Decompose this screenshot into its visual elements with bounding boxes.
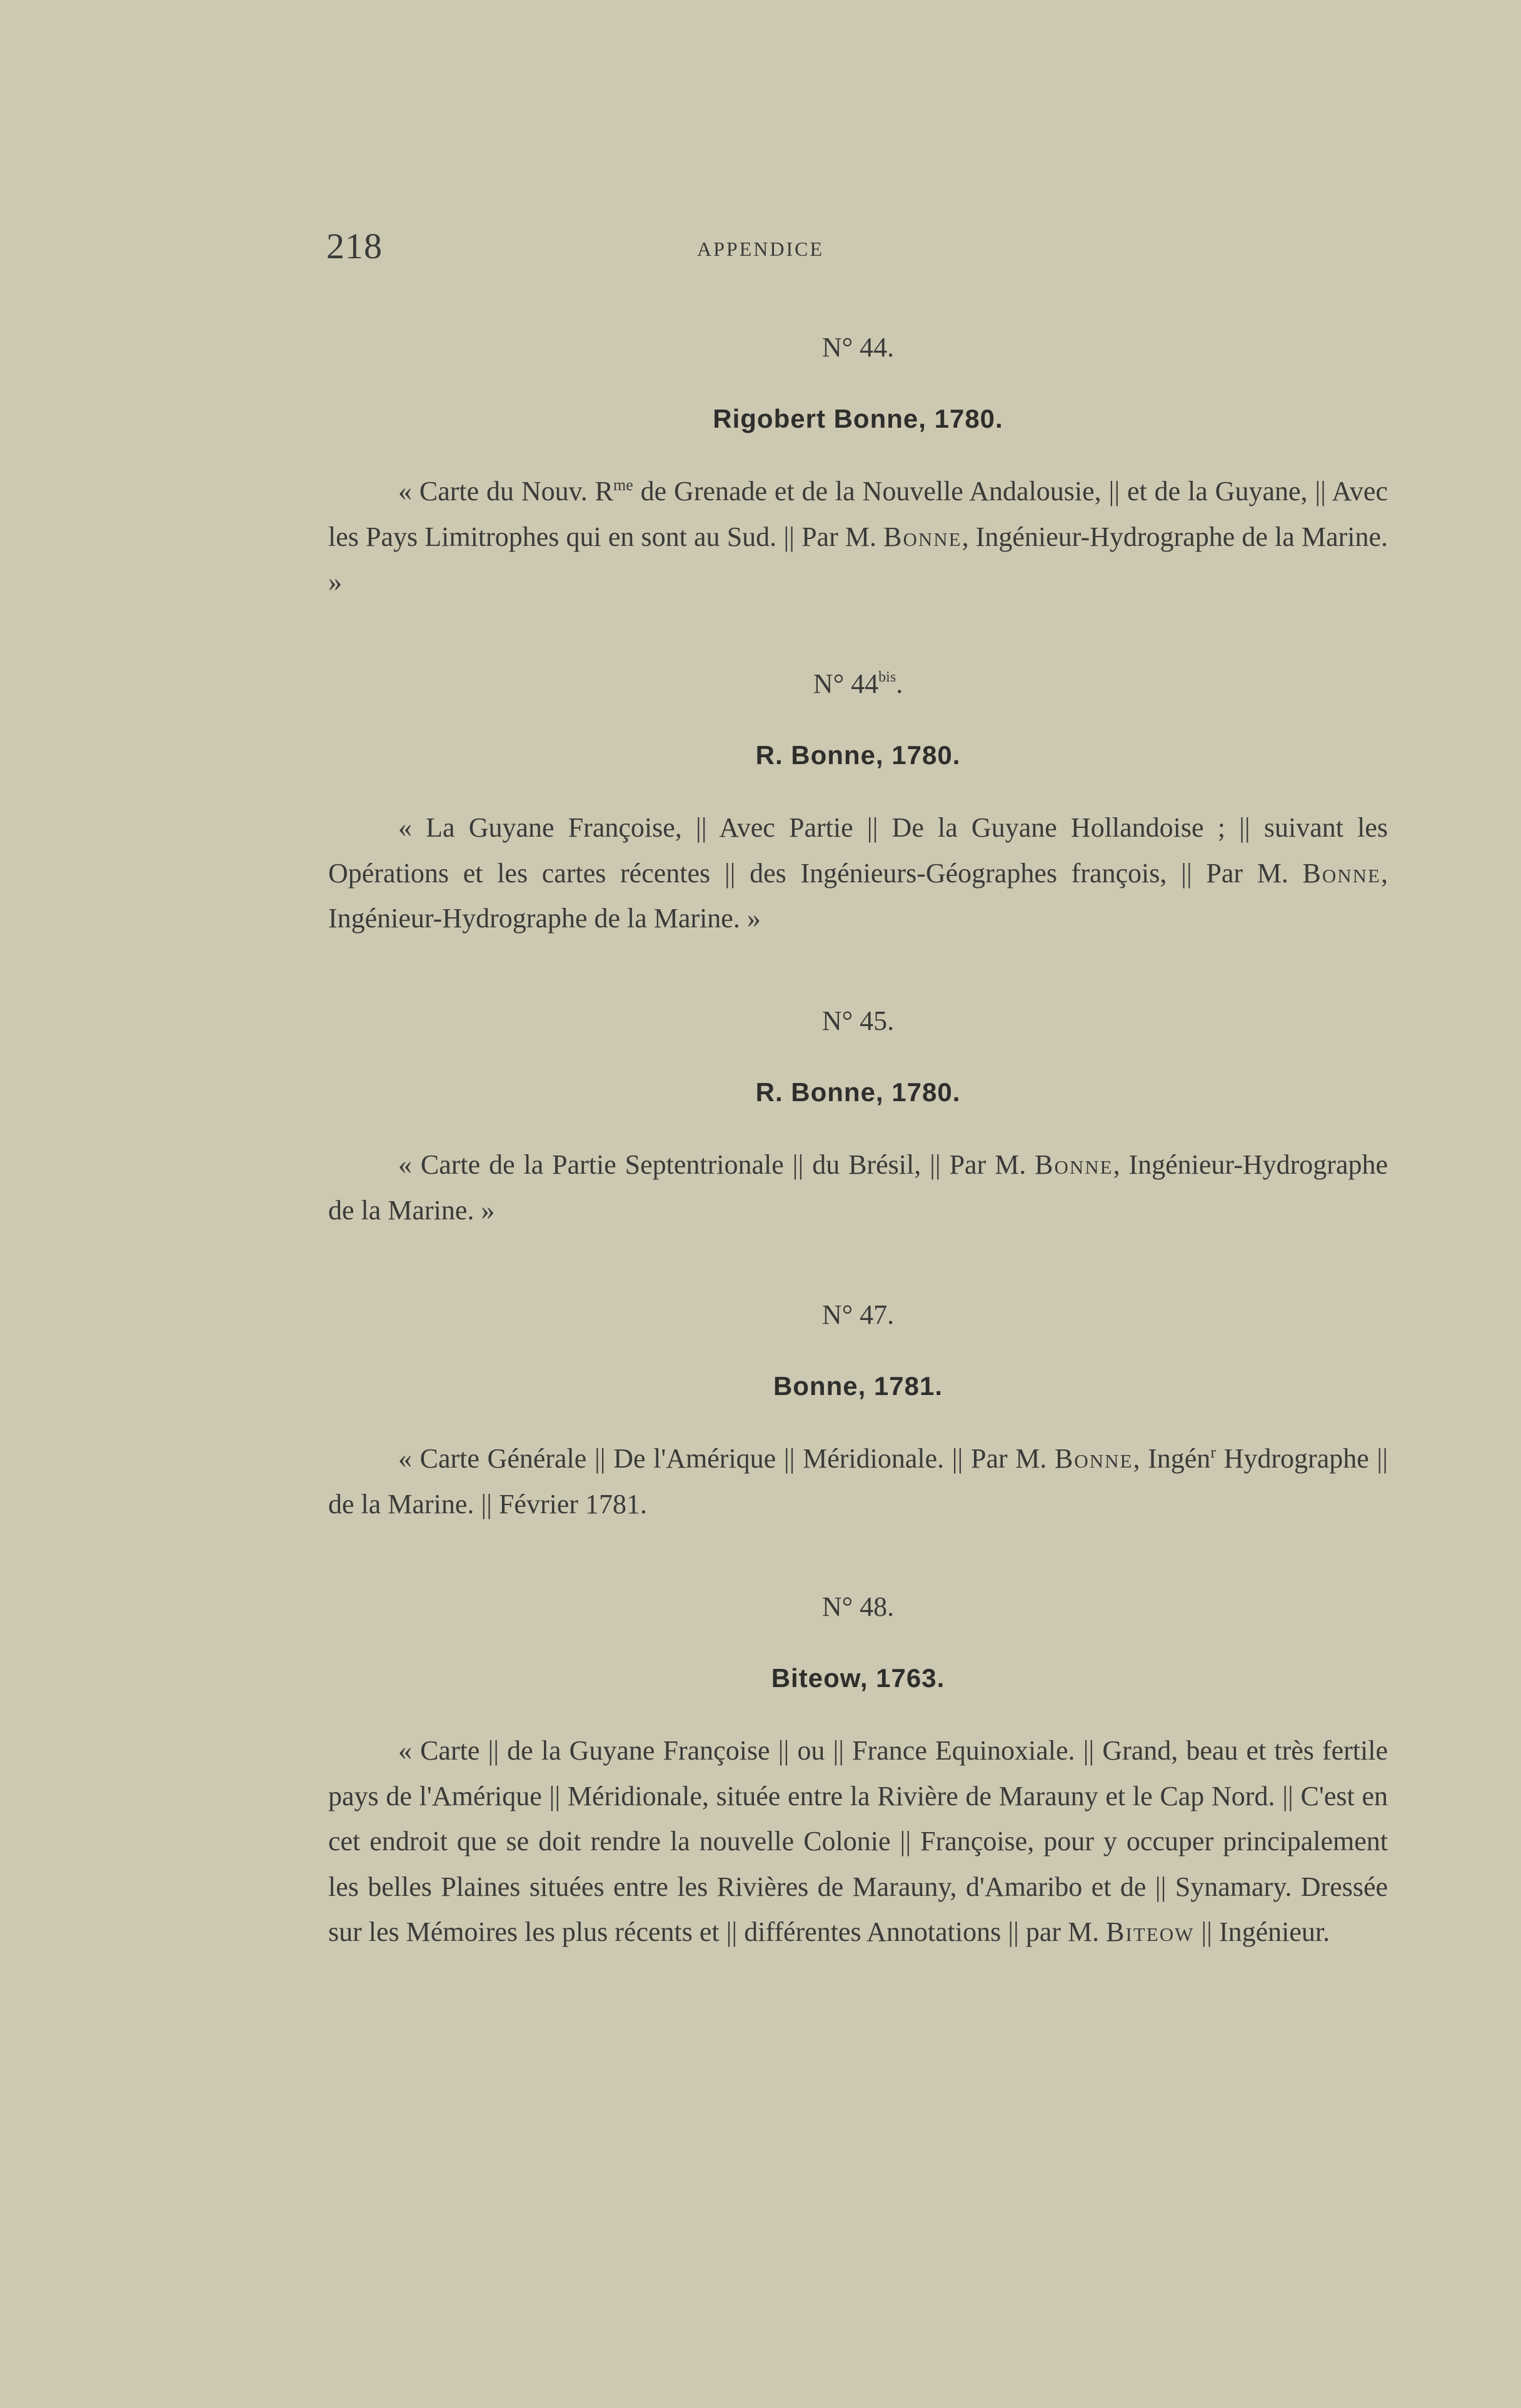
entry-45	[328, 1004, 1388, 1233]
entry-heading: R. Bonne, 1780.	[755, 740, 961, 770]
entry-text: « Carte || de la Guyane Françoise || ou || France Equinoxiale. || Grand, beau et très fertile pays de l'Amérique || Méridionale, située entre la Rivière de Marauny et le Cap Nord. || C'est en cet endroit que se doit rendre la nouvelle Colonie || Françoise, pour y occuper principalement les belles Plaines situées entre les Rivières de Marauny, d'Amaribo et de || Synamary. Dressée sur les Mémoires les plus récents et || différentes Annotations || par M. Biteow || Ingénieur.	[328, 1735, 1388, 1947]
entry-number: N° 45.	[821, 1005, 895, 1036]
entry-text: « Carte Générale || De l'Amérique || Méridionale. || Par M. Bonne, Ingén$^r$ Hydrographe || de la Marine. || Février 1781.	[328, 1443, 1388, 1519]
entry-number: N° 48.	[821, 1591, 895, 1622]
entry-heading: R. Bonne, 1780.	[755, 1077, 961, 1107]
entry-heading: Biteow, 1763.	[771, 1663, 945, 1693]
entry-heading: Bonne, 1781.	[773, 1371, 943, 1401]
entry-text: « La Guyane Françoise, || Avec Partie || De la Guyane Hollandoise ; || suivant les Opérations et les cartes récentes || des Ingénieurs-Géographes françois, || Par M. Bonne, Ingénieur-Hydrographe de la Marine. »	[328, 812, 1388, 934]
entry-text: « Carte du Nouv. $R^{me}$ de Grenade et de la Nouvelle Andalousie, || et de la Guyane, || Avec les Pays Limitrophes qui en sont au Sud. || Par M. Bonne, Ingénieur-Hydrographe de la Marine. »	[328, 476, 1388, 597]
running-head: APPENDICE	[696, 238, 824, 260]
entry-number: N° $44^{bis}$.	[813, 668, 903, 699]
page-number: 218	[326, 226, 383, 266]
entry-heading: Rigobert Bonne, 1780.	[713, 404, 1003, 433]
entry-44-bis	[328, 667, 1388, 942]
entry-number: N° 44.	[821, 332, 895, 363]
entry-text: « Carte de la Partie Septentrionale || du Brésil, || Par M. Bonne, Ingénieur-Hydrographe de la Marine. »	[328, 1149, 1388, 1226]
entry-44	[328, 330, 1388, 605]
entry-47	[328, 1297, 1388, 1527]
entry-48	[328, 1589, 1388, 1955]
entry-number: N° 47.	[821, 1299, 895, 1330]
